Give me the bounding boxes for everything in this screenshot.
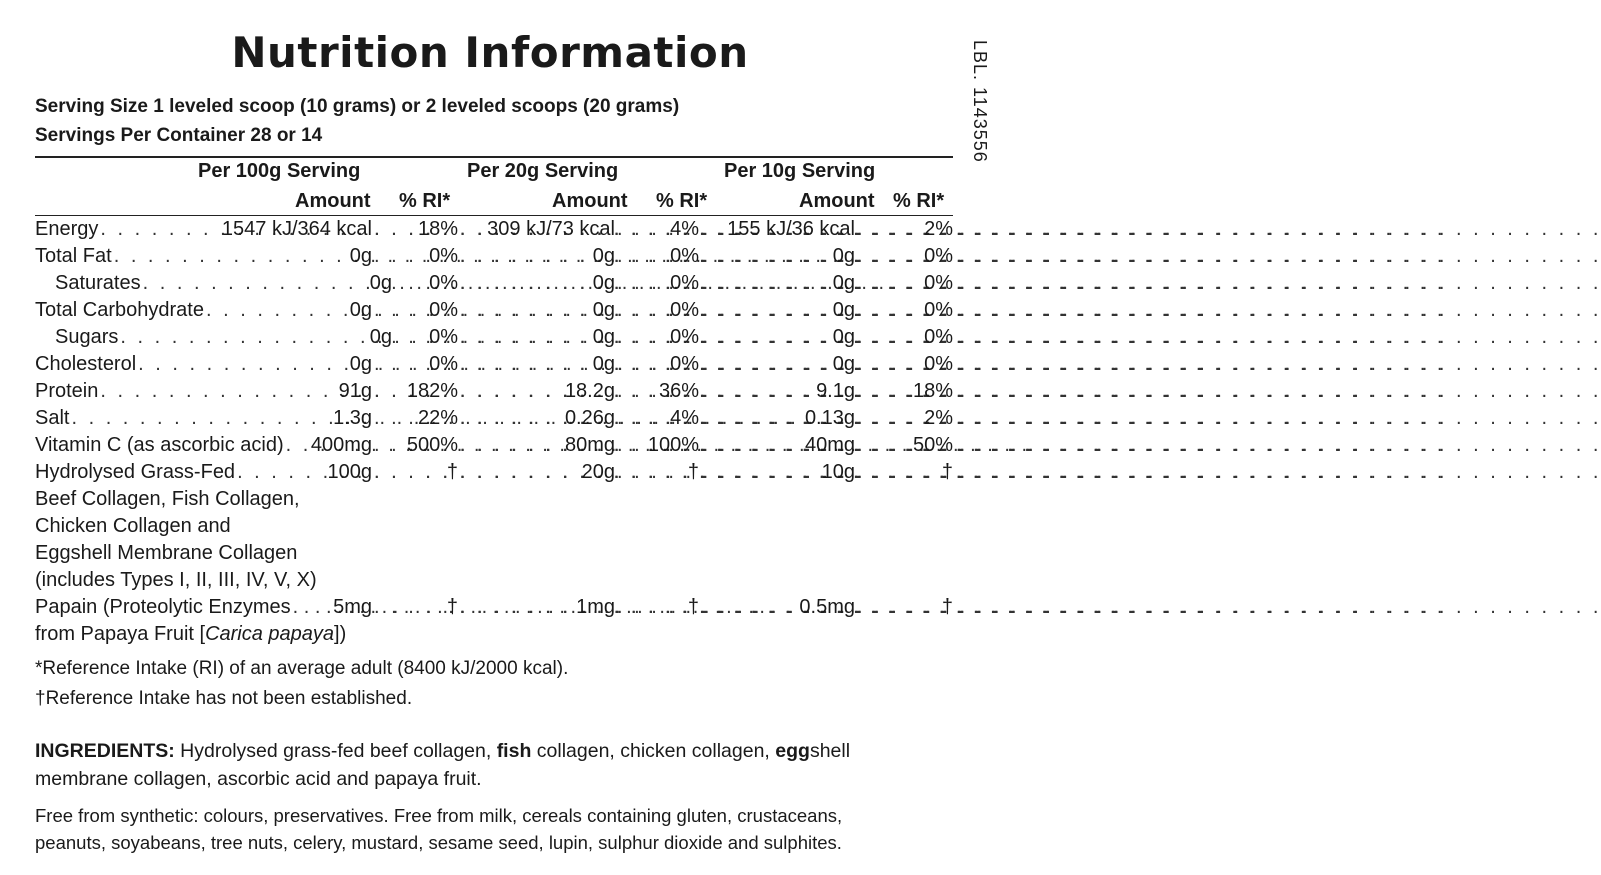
leader-dots xyxy=(617,596,686,619)
ri-100g: 182% xyxy=(406,380,458,402)
cell-amount-20g xyxy=(458,324,615,351)
cell-ri-10g xyxy=(855,270,953,297)
amount-100g: 1547 kJ/364 kcal xyxy=(221,218,372,240)
leader-dots xyxy=(617,434,646,457)
leader-dots xyxy=(617,299,668,322)
cell-nutrient xyxy=(35,594,372,621)
table-row xyxy=(35,351,953,378)
cell-amount-10g xyxy=(699,243,855,270)
amount-header-100g: Amount xyxy=(295,190,371,212)
leader-dots xyxy=(138,353,348,376)
cell-ri-20g xyxy=(615,351,699,378)
nutrient-name: Papain (Proteolytic Enzymes xyxy=(35,596,291,618)
nutrient-name: Cholesterol xyxy=(35,353,137,375)
cell-amount-10g xyxy=(699,378,855,405)
leader-dots xyxy=(701,218,725,241)
cell-amount-10g xyxy=(699,216,855,243)
collagen-line: Beef Collagen, Fish Collagen, xyxy=(35,488,300,510)
cell-amount-10g xyxy=(699,297,855,324)
ri-10g: 50% xyxy=(912,434,953,456)
ri-10g: 0% xyxy=(924,272,953,294)
leader-dots xyxy=(617,218,668,241)
papain-source-prefix: from Papaya Fruit [ xyxy=(35,623,206,645)
amount-20g: 0.26g xyxy=(564,407,615,429)
cell-ri-20g xyxy=(615,405,699,432)
leader-dots xyxy=(460,218,485,241)
table-row-continuation xyxy=(35,567,953,594)
ri-10g: 18% xyxy=(912,380,953,402)
leader-dots xyxy=(374,353,427,376)
amount-10g: 0g xyxy=(832,326,855,348)
leader-dots xyxy=(857,461,940,484)
amount-20g: 18.2g xyxy=(564,380,615,402)
ri-10g: 0% xyxy=(924,353,953,375)
nutrient-name: Hydrolysed Grass-Fed xyxy=(35,461,236,483)
ri-100g: 500% xyxy=(406,434,458,456)
leader-dots xyxy=(114,245,348,268)
cell-ri-100g xyxy=(372,378,458,405)
leader-dots xyxy=(701,299,831,322)
leader-dots xyxy=(857,299,922,322)
papain-source-suffix: ]) xyxy=(334,623,347,645)
table-row-continuation xyxy=(35,513,953,540)
cell-ri-10g xyxy=(855,243,953,270)
amount-10g: 0.13g xyxy=(804,407,855,429)
table-row xyxy=(35,432,953,459)
leader-dots xyxy=(701,596,797,619)
nutrient-name: Salt xyxy=(35,407,70,429)
cell-ri-20g xyxy=(615,216,699,243)
cell-ri-10g xyxy=(855,378,953,405)
cell-ri-100g xyxy=(372,297,458,324)
cell-amount-20g xyxy=(458,432,615,459)
cell-amount-20g xyxy=(458,243,615,270)
amount-10g: 40mg xyxy=(804,434,855,456)
ri-20g: 0% xyxy=(670,299,699,321)
cell-amount-20g xyxy=(458,594,615,621)
leader-dots xyxy=(460,272,591,295)
leader-dots xyxy=(293,596,331,619)
col-header-20g: Per 20g Serving xyxy=(467,160,619,182)
leader-dots xyxy=(701,461,820,484)
amount-20g: 80mg xyxy=(564,434,615,456)
amount-10g: 0g xyxy=(832,299,855,321)
ri-10g: 0% xyxy=(924,299,953,321)
cell-nutrient xyxy=(35,324,392,351)
cell-nutrient xyxy=(35,270,392,297)
cell-ri-20g xyxy=(615,324,699,351)
leader-dots xyxy=(701,434,803,457)
ri-20g: 0% xyxy=(670,245,699,267)
leader-dots xyxy=(857,245,922,268)
cell-amount-10g xyxy=(699,594,855,621)
cell-ri-20g xyxy=(615,594,699,621)
leader-dots xyxy=(857,380,911,403)
leader-dots xyxy=(617,461,686,484)
leader-dots xyxy=(460,434,563,457)
table-row-continuation xyxy=(35,540,953,567)
leader-dots xyxy=(286,434,309,457)
nutrient-name: Sugars xyxy=(55,326,119,348)
cell-ri-20g xyxy=(615,297,699,324)
leader-dots xyxy=(617,353,668,376)
ri-20g: 0% xyxy=(670,272,699,294)
cell-amount-10g xyxy=(699,351,855,378)
ri-20g: 0% xyxy=(670,326,699,348)
cell-amount-20g xyxy=(458,270,615,297)
amount-100g: 91g xyxy=(338,380,372,402)
cell-ri-10g xyxy=(855,405,953,432)
nutrient-name: Vitamin C (as ascorbic acid) xyxy=(35,434,284,456)
ri-10g: 2% xyxy=(924,218,953,240)
amount-10g: 155 kJ/36 kcal xyxy=(727,218,855,240)
leader-dots xyxy=(701,326,831,349)
leader-dots xyxy=(857,407,922,430)
table-row xyxy=(35,297,953,324)
cell-amount-20g xyxy=(458,378,615,405)
label-code xyxy=(958,40,998,180)
cell-nutrient xyxy=(35,351,372,378)
cell-ri-10g xyxy=(855,297,953,324)
amount-100g: 400mg xyxy=(310,434,372,456)
cell-ri-20g xyxy=(615,243,699,270)
ingredients-text-3: shell xyxy=(809,740,851,762)
ri-10g: † xyxy=(941,461,953,483)
amount-10g: 0.5mg xyxy=(799,596,855,618)
ri-10g: 0% xyxy=(924,326,953,348)
allergen-egg: egg xyxy=(775,740,810,762)
cell-amount-20g xyxy=(458,459,615,486)
col-header-10g: Per 10g Serving xyxy=(724,160,876,182)
cell-amount-10g xyxy=(699,459,855,486)
page-title: Nutrition Information xyxy=(231,28,749,77)
collagen-line: Eggshell Membrane Collagen xyxy=(35,542,298,564)
nutrition-table xyxy=(35,216,953,648)
nutrient-name: Energy xyxy=(35,218,99,240)
collagen-line: (includes Types I, II, III, IV, V, X) xyxy=(35,569,317,591)
leader-dots xyxy=(617,326,668,349)
leader-dots xyxy=(374,434,405,457)
label-code-text: LBL. 1143556 xyxy=(970,40,990,163)
leader-dots xyxy=(374,218,416,241)
table-row-continuation xyxy=(35,486,953,513)
ri-20g: † xyxy=(687,461,699,483)
leader-dots xyxy=(617,407,668,430)
amount-10g: 0g xyxy=(832,353,855,375)
papain-source-species: Carica papaya xyxy=(205,623,335,645)
cell-nutrient xyxy=(35,459,372,486)
amount-20g: 0g xyxy=(592,353,615,375)
leader-dots xyxy=(701,272,831,295)
nutrient-name: Protein xyxy=(35,380,99,402)
ri-20g: 0% xyxy=(670,353,699,375)
ri-20g: 36% xyxy=(658,380,699,402)
cell-nutrient xyxy=(35,378,372,405)
amount-20g: 0g xyxy=(592,272,615,294)
ri-header-100g: % RI* xyxy=(399,190,451,212)
table-row xyxy=(35,405,953,432)
leader-dots xyxy=(374,596,445,619)
leader-dots xyxy=(374,461,445,484)
leader-dots xyxy=(857,326,922,349)
amount-10g: 9.1g xyxy=(816,380,855,402)
cell-nutrient xyxy=(35,297,372,324)
leader-dots xyxy=(374,380,405,403)
footnote-dagger: †Reference Intake has not been established. xyxy=(35,688,413,709)
leader-dots xyxy=(617,380,657,403)
ri-header-20g: % RI* xyxy=(656,190,708,212)
ingredients-line-2: membrane collagen, ascorbic acid and papaya fruit. xyxy=(35,768,482,790)
allergen-fish: fish xyxy=(496,740,532,762)
amount-100g: 100g xyxy=(327,461,372,483)
leader-dots xyxy=(857,272,922,295)
cell-ri-10g xyxy=(855,324,953,351)
ri-20g: † xyxy=(687,596,699,618)
amount-20g: 0g xyxy=(592,326,615,348)
leader-dots xyxy=(701,245,831,268)
leader-dots xyxy=(100,218,220,241)
amount-header-20g: Amount xyxy=(552,190,628,212)
cell-nutrient xyxy=(35,243,372,270)
leader-dots xyxy=(206,299,348,322)
leader-dots xyxy=(460,407,563,430)
divider-top xyxy=(35,156,953,158)
amount-10g: 0g xyxy=(832,245,855,267)
cell-ri-10g xyxy=(855,432,953,459)
leader-dots xyxy=(71,407,331,430)
cell-amount-20g xyxy=(458,405,615,432)
cell-amount-10g xyxy=(699,405,855,432)
cell-amount-20g xyxy=(458,216,615,243)
leader-dots xyxy=(100,380,336,403)
leader-dots xyxy=(460,596,574,619)
amount-10g: 10g xyxy=(821,461,855,483)
cell-ri-20g xyxy=(615,459,699,486)
table-row xyxy=(35,216,953,243)
amount-20g: 309 kJ/73 kcal xyxy=(487,218,615,240)
serving-size: Serving Size 1 leveled scoop (10 grams) or 2 leveled scoops (20 grams) xyxy=(35,96,680,117)
cell-ri-100g xyxy=(372,351,458,378)
table-row xyxy=(35,243,953,270)
leader-dots xyxy=(617,245,668,268)
cell-nutrient xyxy=(35,432,372,459)
leader-dots xyxy=(374,407,416,430)
cell-ri-100g xyxy=(372,432,458,459)
leader-dots xyxy=(143,272,368,295)
table-row xyxy=(35,594,953,621)
leader-dots xyxy=(857,353,922,376)
cell-nutrient xyxy=(35,405,372,432)
amount-10g: 0g xyxy=(832,272,855,294)
amount-header-10g: Amount xyxy=(799,190,875,212)
col-header-100g: Per 100g Serving xyxy=(198,160,361,182)
leader-dots xyxy=(701,353,831,376)
cell-ri-100g xyxy=(372,405,458,432)
leader-dots xyxy=(857,434,911,457)
amount-100g: 0g xyxy=(349,245,372,267)
servings-per-container: Servings Per Container 28 or 14 xyxy=(35,125,323,146)
ri-100g: 0% xyxy=(429,272,458,294)
leader-dots xyxy=(237,461,325,484)
nutrient-name: Total Carbohydrate xyxy=(35,299,204,321)
ri-100g: 22% xyxy=(417,407,458,429)
leader-dots xyxy=(460,461,580,484)
cell-amount-10g xyxy=(699,432,855,459)
leader-dots xyxy=(120,326,367,349)
leader-dots xyxy=(857,218,922,241)
table-row xyxy=(35,270,953,297)
ingredients-text-2: collagen, chicken collagen, xyxy=(531,740,776,762)
amount-20g: 1mg xyxy=(576,596,615,618)
leader-dots xyxy=(460,380,563,403)
collagen-line: Chicken Collagen and xyxy=(35,515,231,537)
leader-dots xyxy=(460,245,591,268)
table-row xyxy=(35,459,953,486)
amount-20g: 20g xyxy=(581,461,615,483)
ri-100g: 0% xyxy=(429,326,458,348)
cell-amount-10g xyxy=(699,324,855,351)
cell-ri-100g xyxy=(372,243,458,270)
cell-amount-20g xyxy=(458,351,615,378)
leader-dots xyxy=(701,407,803,430)
cell-amount-20g xyxy=(458,297,615,324)
ri-100g: 0% xyxy=(429,299,458,321)
cell-ri-100g xyxy=(372,594,458,621)
ri-10g: 2% xyxy=(924,407,953,429)
table-row xyxy=(35,378,953,405)
amount-100g: 0g xyxy=(369,272,392,294)
ri-100g: † xyxy=(446,461,458,483)
amount-100g: 0g xyxy=(369,326,392,348)
leader-dots xyxy=(374,272,427,295)
cell-amount-10g xyxy=(699,270,855,297)
cell-ri-10g xyxy=(855,594,953,621)
ri-20g: 100% xyxy=(647,434,699,456)
ri-100g: † xyxy=(446,596,458,618)
free-from-line-2: peanuts, soyabeans, tree nuts, celery, mustard, sesame seed, lupin, sulphur dioxide and sulphites. xyxy=(35,832,842,853)
leader-dots xyxy=(617,272,668,295)
cell-ri-100g xyxy=(369,324,458,351)
cell-ri-20g xyxy=(615,270,699,297)
amount-100g: 1.3g xyxy=(333,407,372,429)
cell-ri-20g xyxy=(615,378,699,405)
ri-10g: † xyxy=(941,596,953,618)
leader-dots xyxy=(701,380,814,403)
leader-dots xyxy=(374,245,427,268)
cell-ri-10g xyxy=(855,459,953,486)
cell-nutrient xyxy=(35,216,372,243)
ri-100g: 18% xyxy=(417,218,458,240)
leader-dots xyxy=(460,299,591,322)
ingredients-label: INGREDIENTS: xyxy=(35,740,175,762)
ri-20g: 4% xyxy=(670,218,699,240)
cell-ri-20g xyxy=(615,432,699,459)
ingredients-line-1 xyxy=(35,740,850,763)
leader-dots xyxy=(374,326,427,349)
table-row xyxy=(35,324,953,351)
cell-ri-10g xyxy=(855,216,953,243)
cell-ri-100g xyxy=(372,459,458,486)
leader-dots xyxy=(460,326,591,349)
ri-100g: 0% xyxy=(429,245,458,267)
amount-100g: 0g xyxy=(349,299,372,321)
cell-ri-100g xyxy=(369,270,458,297)
nutrient-name: Saturates xyxy=(55,272,141,294)
ingredients-text-1: Hydrolysed grass-fed beef collagen, xyxy=(174,740,497,762)
amount-20g: 0g xyxy=(592,245,615,267)
leader-dots xyxy=(460,353,591,376)
footnote-ri: *Reference Intake (RI) of an average adult (8400 kJ/2000 kcal). xyxy=(35,658,569,679)
free-from-line-1: Free from synthetic: colours, preservatives. Free from milk, cereals containing gluten, crustaceans, xyxy=(35,805,843,826)
papain-source xyxy=(35,621,953,648)
amount-100g: 5mg xyxy=(333,596,372,618)
ri-100g: 0% xyxy=(429,353,458,375)
table-row-continuation xyxy=(35,621,953,648)
leader-dots xyxy=(857,596,940,619)
ri-header-10g: % RI* xyxy=(893,190,945,212)
leader-dots xyxy=(374,299,427,322)
cell-ri-100g xyxy=(372,216,458,243)
amount-20g: 0g xyxy=(592,299,615,321)
amount-100g: 0g xyxy=(349,353,372,375)
nutrient-name: Total Fat xyxy=(35,245,112,267)
ri-10g: 0% xyxy=(924,245,953,267)
ri-20g: 4% xyxy=(670,407,699,429)
cell-ri-10g xyxy=(855,351,953,378)
